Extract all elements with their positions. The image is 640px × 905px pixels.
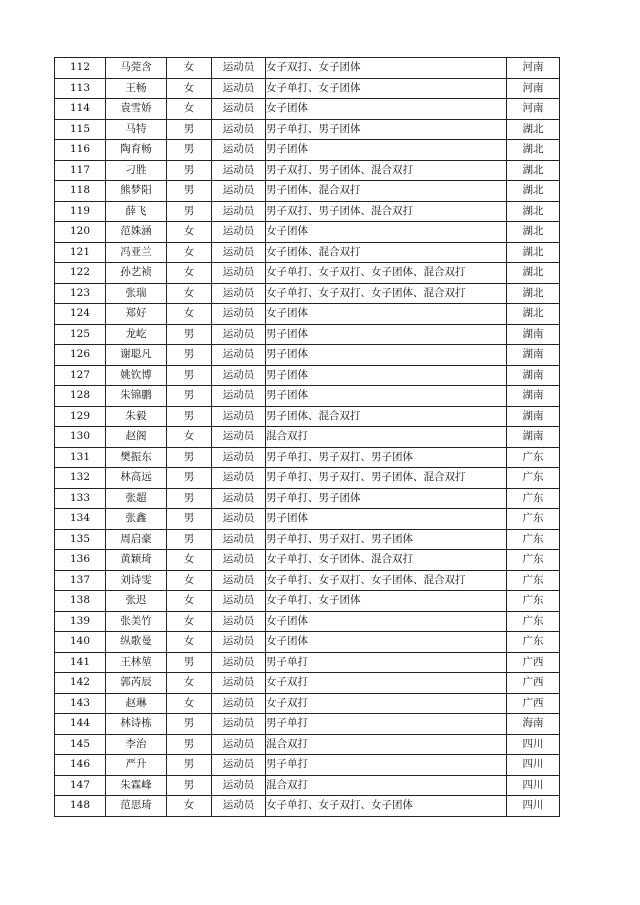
- athlete-gender: 女: [167, 304, 212, 325]
- athlete-name: 范姝涵: [106, 222, 167, 243]
- athlete-region: 海南: [507, 714, 560, 735]
- table-row: [55, 611, 560, 632]
- table-row: [55, 529, 560, 550]
- athlete-region: 湖北: [507, 283, 560, 304]
- roster-table-body: [55, 58, 560, 817]
- athlete-region: 湖南: [507, 406, 560, 427]
- table-row: [55, 570, 560, 591]
- athlete-role: 运动员: [212, 734, 266, 755]
- athlete-role: 运动员: [212, 427, 266, 448]
- athlete-region: 湖北: [507, 304, 560, 325]
- athlete-events: 女子单打、女子双打、女子团体、混合双打: [266, 570, 507, 591]
- athlete-gender: 男: [167, 201, 212, 222]
- entry-number: 115: [55, 119, 106, 140]
- athlete-name: 朱霖峰: [106, 775, 167, 796]
- athlete-events: 男子团体: [266, 386, 507, 407]
- entry-number: 144: [55, 714, 106, 735]
- athlete-name: 黄颖琦: [106, 550, 167, 571]
- athlete-gender: 男: [167, 406, 212, 427]
- athlete-events: 男子团体: [266, 509, 507, 530]
- athlete-events: 女子团体: [266, 222, 507, 243]
- athlete-events: 混合双打: [266, 734, 507, 755]
- athlete-role: 运动员: [212, 611, 266, 632]
- athlete-role: 运动员: [212, 775, 266, 796]
- athlete-role: 运动员: [212, 447, 266, 468]
- athlete-role: 运动员: [212, 693, 266, 714]
- athlete-gender: 女: [167, 99, 212, 120]
- athlete-name: 赵琳: [106, 693, 167, 714]
- athlete-name: 范思琦: [106, 796, 167, 817]
- athlete-events: 男子团体: [266, 324, 507, 345]
- athlete-role: 运动员: [212, 324, 266, 345]
- athlete-region: 广西: [507, 673, 560, 694]
- athlete-region: 河南: [507, 99, 560, 120]
- athlete-name: 陶育畅: [106, 140, 167, 161]
- athlete-role: 运动员: [212, 796, 266, 817]
- athlete-role: 运动员: [212, 468, 266, 489]
- athlete-events: 男子单打: [266, 755, 507, 776]
- athlete-region: 四川: [507, 755, 560, 776]
- athlete-events: 男子团体: [266, 345, 507, 366]
- athlete-region: 湖北: [507, 201, 560, 222]
- athlete-region: 广东: [507, 529, 560, 550]
- table-row: [55, 714, 560, 735]
- athlete-role: 运动员: [212, 58, 266, 79]
- entry-number: 130: [55, 427, 106, 448]
- entry-number: 147: [55, 775, 106, 796]
- athlete-role: 运动员: [212, 673, 266, 694]
- athlete-name: 张超: [106, 488, 167, 509]
- athlete-region: 湖南: [507, 365, 560, 386]
- athlete-name: 朱锦鹏: [106, 386, 167, 407]
- athlete-region: 湖南: [507, 427, 560, 448]
- table-row: [55, 345, 560, 366]
- athlete-role: 运动员: [212, 406, 266, 427]
- entry-number: 140: [55, 632, 106, 653]
- athlete-role: 运动员: [212, 365, 266, 386]
- athlete-region: 湖北: [507, 263, 560, 284]
- athlete-role: 运动员: [212, 714, 266, 735]
- athlete-gender: 男: [167, 160, 212, 181]
- athlete-name: 刘诗雯: [106, 570, 167, 591]
- athlete-role: 运动员: [212, 242, 266, 263]
- athlete-role: 运动员: [212, 201, 266, 222]
- entry-number: 139: [55, 611, 106, 632]
- athlete-name: 赵阁: [106, 427, 167, 448]
- athlete-gender: 男: [167, 468, 212, 489]
- athlete-region: 广东: [507, 632, 560, 653]
- entry-number: 119: [55, 201, 106, 222]
- athlete-region: 广东: [507, 488, 560, 509]
- athlete-role: 运动员: [212, 78, 266, 99]
- athlete-events: 混合双打: [266, 775, 507, 796]
- athlete-role: 运动员: [212, 570, 266, 591]
- athlete-events: 女子单打、女子团体、混合双打: [266, 550, 507, 571]
- athlete-gender: 女: [167, 242, 212, 263]
- table-row: [55, 201, 560, 222]
- entry-number: 148: [55, 796, 106, 817]
- athlete-region: 湖北: [507, 160, 560, 181]
- athlete-region: 广东: [507, 468, 560, 489]
- table-row: [55, 550, 560, 571]
- entry-number: 133: [55, 488, 106, 509]
- athlete-gender: 女: [167, 570, 212, 591]
- athlete-gender: 男: [167, 365, 212, 386]
- entry-number: 114: [55, 99, 106, 120]
- athlete-region: 广东: [507, 591, 560, 612]
- athlete-role: 运动员: [212, 652, 266, 673]
- table-row: [55, 488, 560, 509]
- athlete-region: 河南: [507, 58, 560, 79]
- athlete-gender: 男: [167, 324, 212, 345]
- athlete-gender: 女: [167, 693, 212, 714]
- athlete-role: 运动员: [212, 222, 266, 243]
- athlete-name: 龙屹: [106, 324, 167, 345]
- athlete-name: 刁胜: [106, 160, 167, 181]
- athlete-role: 运动员: [212, 160, 266, 181]
- athlete-name: 冯亚兰: [106, 242, 167, 263]
- table-row: [55, 673, 560, 694]
- athlete-name: 张鑫: [106, 509, 167, 530]
- athlete-name: 郭芮辰: [106, 673, 167, 694]
- athlete-role: 运动员: [212, 304, 266, 325]
- athlete-region: 广东: [507, 550, 560, 571]
- entry-number: 138: [55, 591, 106, 612]
- athlete-region: 广东: [507, 570, 560, 591]
- athlete-role: 运动员: [212, 488, 266, 509]
- athlete-role: 运动员: [212, 345, 266, 366]
- entry-number: 120: [55, 222, 106, 243]
- athlete-gender: 男: [167, 181, 212, 202]
- entry-number: 146: [55, 755, 106, 776]
- athlete-gender: 女: [167, 611, 212, 632]
- athlete-region: 湖北: [507, 181, 560, 202]
- athlete-region: 湖北: [507, 140, 560, 161]
- athlete-name: 李治: [106, 734, 167, 755]
- athlete-role: 运动员: [212, 99, 266, 120]
- entry-number: 127: [55, 365, 106, 386]
- athlete-gender: 女: [167, 283, 212, 304]
- athlete-events: 男子单打、男子双打、男子团体、混合双打: [266, 468, 507, 489]
- athlete-events: 女子团体: [266, 632, 507, 653]
- table-row: [55, 796, 560, 817]
- athlete-role: 运动员: [212, 140, 266, 161]
- athlete-region: 广东: [507, 611, 560, 632]
- athlete-gender: 女: [167, 673, 212, 694]
- athlete-name: 严升: [106, 755, 167, 776]
- table-row: [55, 222, 560, 243]
- entry-number: 123: [55, 283, 106, 304]
- athlete-name: 张美竹: [106, 611, 167, 632]
- athlete-role: 运动员: [212, 591, 266, 612]
- athlete-name: 王林堃: [106, 652, 167, 673]
- entry-number: 117: [55, 160, 106, 181]
- athlete-region: 广西: [507, 693, 560, 714]
- athlete-name: 孙艺祯: [106, 263, 167, 284]
- entry-number: 135: [55, 529, 106, 550]
- entry-number: 142: [55, 673, 106, 694]
- table-row: [55, 304, 560, 325]
- athlete-gender: 男: [167, 714, 212, 735]
- athlete-events: 混合双打: [266, 427, 507, 448]
- entry-number: 121: [55, 242, 106, 263]
- table-row: [55, 468, 560, 489]
- table-row: [55, 652, 560, 673]
- table-row: [55, 58, 560, 79]
- roster-table: [54, 57, 560, 817]
- table-row: [55, 99, 560, 120]
- entry-number: 113: [55, 78, 106, 99]
- athlete-gender: 女: [167, 796, 212, 817]
- athlete-gender: 男: [167, 652, 212, 673]
- entry-number: 141: [55, 652, 106, 673]
- athlete-gender: 男: [167, 386, 212, 407]
- athlete-events: 男子单打、男子团体: [266, 119, 507, 140]
- athlete-gender: 男: [167, 119, 212, 140]
- athlete-name: 林诗栋: [106, 714, 167, 735]
- athlete-region: 四川: [507, 796, 560, 817]
- athlete-gender: 女: [167, 427, 212, 448]
- athlete-events: 男子单打、男子双打、男子团体: [266, 529, 507, 550]
- athlete-events: 男子单打: [266, 652, 507, 673]
- entry-number: 131: [55, 447, 106, 468]
- athlete-name: 马莞含: [106, 58, 167, 79]
- athlete-name: 张瑞: [106, 283, 167, 304]
- athlete-region: 广西: [507, 652, 560, 673]
- athlete-events: 女子单打、女子双打、女子团体、混合双打: [266, 263, 507, 284]
- athlete-events: 女子单打、女子团体: [266, 591, 507, 612]
- athlete-events: 男子团体、混合双打: [266, 181, 507, 202]
- entry-number: 124: [55, 304, 106, 325]
- athlete-region: 广东: [507, 447, 560, 468]
- athlete-events: 女子团体、混合双打: [266, 242, 507, 263]
- athlete-gender: 男: [167, 488, 212, 509]
- entry-number: 145: [55, 734, 106, 755]
- athlete-role: 运动员: [212, 529, 266, 550]
- athlete-name: 薛飞: [106, 201, 167, 222]
- athlete-name: 谢聪凡: [106, 345, 167, 366]
- athlete-events: 男子单打: [266, 714, 507, 735]
- entry-number: 125: [55, 324, 106, 345]
- athlete-events: 男子单打、男子团体: [266, 488, 507, 509]
- table-row: [55, 447, 560, 468]
- athlete-role: 运动员: [212, 509, 266, 530]
- athlete-events: 男子双打、男子团体、混合双打: [266, 201, 507, 222]
- entry-number: 129: [55, 406, 106, 427]
- athlete-name: 纵歌曼: [106, 632, 167, 653]
- entry-number: 116: [55, 140, 106, 161]
- athlete-events: 女子团体: [266, 99, 507, 120]
- athlete-gender: 女: [167, 591, 212, 612]
- table-row: [55, 365, 560, 386]
- table-row: [55, 509, 560, 530]
- athlete-events: 女子单打、女子团体: [266, 78, 507, 99]
- athlete-region: 湖南: [507, 345, 560, 366]
- table-row: [55, 693, 560, 714]
- entry-number: 137: [55, 570, 106, 591]
- athlete-events: 男子双打、男子团体、混合双打: [266, 160, 507, 181]
- athlete-gender: 男: [167, 140, 212, 161]
- entry-number: 126: [55, 345, 106, 366]
- entry-number: 136: [55, 550, 106, 571]
- athlete-role: 运动员: [212, 550, 266, 571]
- table-row: [55, 427, 560, 448]
- athlete-role: 运动员: [212, 181, 266, 202]
- athlete-events: 男子单打、男子双打、男子团体: [266, 447, 507, 468]
- athlete-region: 四川: [507, 734, 560, 755]
- athlete-name: 袁雪娇: [106, 99, 167, 120]
- athlete-region: 湖南: [507, 324, 560, 345]
- athlete-events: 女子双打: [266, 673, 507, 694]
- table-row: [55, 386, 560, 407]
- table-row: [55, 263, 560, 284]
- athlete-gender: 女: [167, 222, 212, 243]
- athlete-name: 王畅: [106, 78, 167, 99]
- athlete-gender: 女: [167, 78, 212, 99]
- athlete-region: 湖北: [507, 119, 560, 140]
- entry-number: 118: [55, 181, 106, 202]
- athlete-name: 张迟: [106, 591, 167, 612]
- table-row: [55, 242, 560, 263]
- athlete-name: 朱毅: [106, 406, 167, 427]
- entry-number: 122: [55, 263, 106, 284]
- athlete-gender: 女: [167, 58, 212, 79]
- athlete-gender: 男: [167, 447, 212, 468]
- entry-number: 134: [55, 509, 106, 530]
- table-row: [55, 181, 560, 202]
- athlete-gender: 男: [167, 734, 212, 755]
- table-row: [55, 160, 560, 181]
- athlete-role: 运动员: [212, 755, 266, 776]
- athlete-gender: 男: [167, 509, 212, 530]
- athlete-region: 四川: [507, 775, 560, 796]
- table-row: [55, 78, 560, 99]
- athlete-events: 女子单打、女子双打、女子团体: [266, 796, 507, 817]
- athlete-events: 女子双打、女子团体: [266, 58, 507, 79]
- athlete-role: 运动员: [212, 263, 266, 284]
- athlete-name: 熊梦阳: [106, 181, 167, 202]
- athlete-gender: 女: [167, 263, 212, 284]
- athlete-region: 湖南: [507, 386, 560, 407]
- table-row: [55, 119, 560, 140]
- athlete-gender: 男: [167, 529, 212, 550]
- athlete-gender: 女: [167, 550, 212, 571]
- table-row: [55, 775, 560, 796]
- athlete-name: 姚钦博: [106, 365, 167, 386]
- athlete-role: 运动员: [212, 386, 266, 407]
- athlete-gender: 男: [167, 345, 212, 366]
- athlete-role: 运动员: [212, 632, 266, 653]
- table-row: [55, 755, 560, 776]
- table-row: [55, 632, 560, 653]
- athlete-name: 林高远: [106, 468, 167, 489]
- athlete-region: 河南: [507, 78, 560, 99]
- table-row: [55, 734, 560, 755]
- table-row: [55, 283, 560, 304]
- table-row: [55, 406, 560, 427]
- table-row: [55, 324, 560, 345]
- athlete-events: 男子团体: [266, 365, 507, 386]
- athlete-events: 女子单打、女子双打、女子团体、混合双打: [266, 283, 507, 304]
- athlete-name: 周启豪: [106, 529, 167, 550]
- entry-number: 112: [55, 58, 106, 79]
- table-row: [55, 591, 560, 612]
- athlete-gender: 女: [167, 632, 212, 653]
- entry-number: 143: [55, 693, 106, 714]
- athlete-events: 男子团体: [266, 140, 507, 161]
- athlete-role: 运动员: [212, 119, 266, 140]
- athlete-events: 女子团体: [266, 611, 507, 632]
- athlete-gender: 男: [167, 755, 212, 776]
- athlete-events: 男子团体、混合双打: [266, 406, 507, 427]
- athlete-region: 广东: [507, 509, 560, 530]
- entry-number: 128: [55, 386, 106, 407]
- athlete-role: 运动员: [212, 283, 266, 304]
- athlete-events: 女子团体: [266, 304, 507, 325]
- athlete-region: 湖北: [507, 242, 560, 263]
- athlete-name: 郑好: [106, 304, 167, 325]
- athlete-name: 马特: [106, 119, 167, 140]
- athlete-name: 樊振东: [106, 447, 167, 468]
- table-row: [55, 140, 560, 161]
- athlete-region: 湖北: [507, 222, 560, 243]
- athlete-events: 女子双打: [266, 693, 507, 714]
- entry-number: 132: [55, 468, 106, 489]
- athlete-gender: 男: [167, 775, 212, 796]
